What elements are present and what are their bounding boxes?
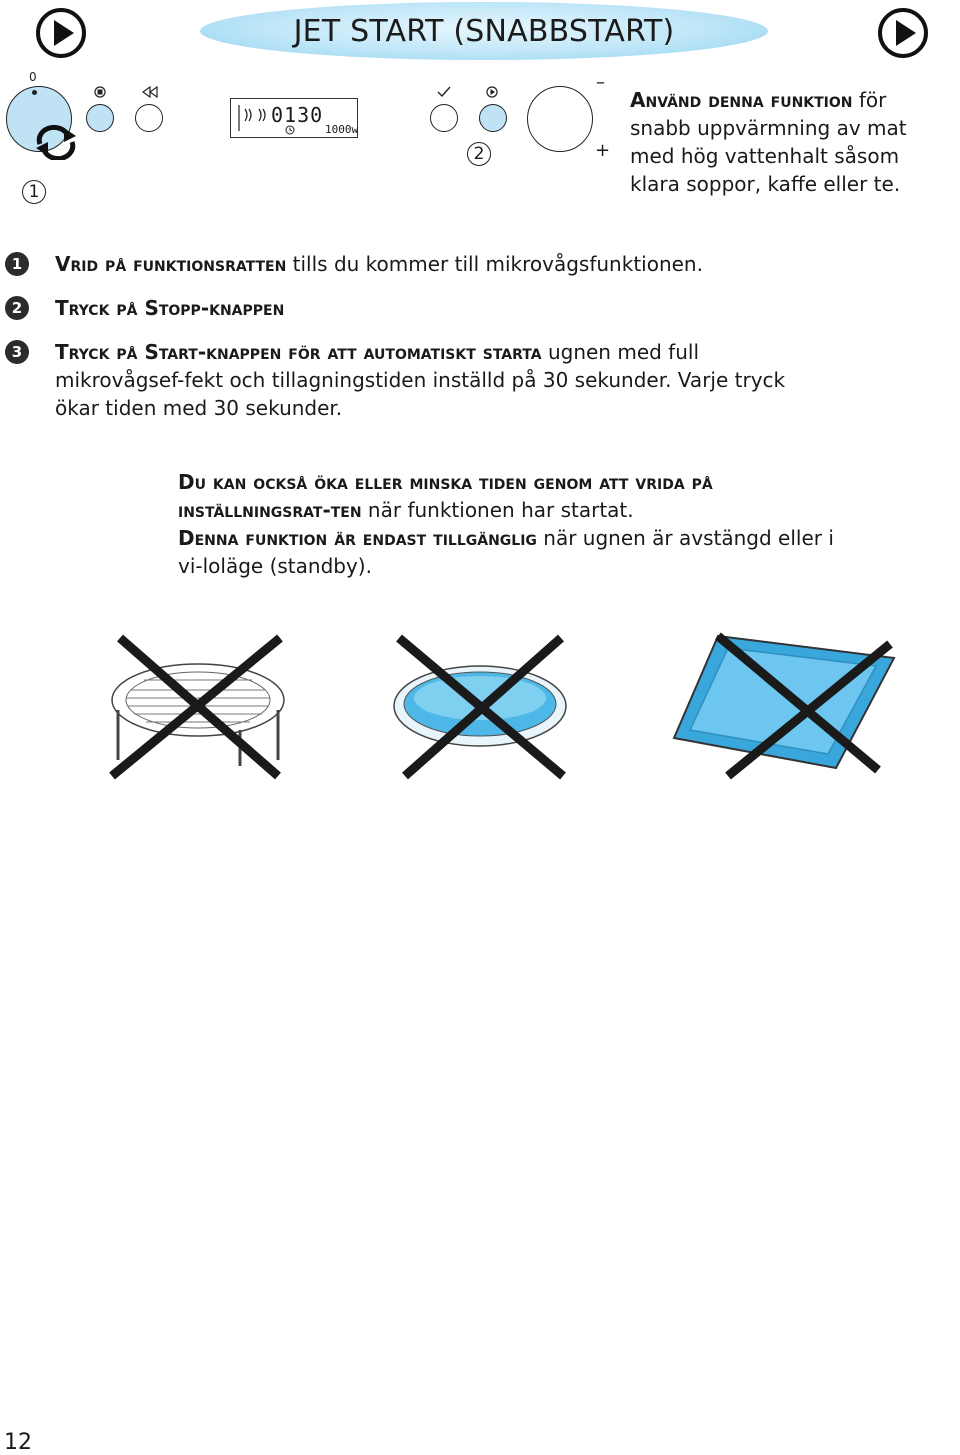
- intro-text: [630, 86, 950, 198]
- intro-lead: Använd denna funktion: [630, 88, 853, 112]
- microwave-waves-icon: [235, 103, 269, 133]
- step-2: [55, 294, 815, 322]
- step-lead: Vrid på funktionsratten: [55, 252, 287, 276]
- page-number: 12: [4, 1430, 32, 1455]
- title-text: JET START (SNABBSTART): [293, 13, 675, 49]
- note-rest: när funktionen har startat.: [361, 498, 634, 522]
- minus-label: –: [596, 72, 605, 93]
- check-icon: [437, 86, 451, 98]
- knob-marker: [32, 90, 37, 95]
- rotate-icon: [34, 124, 78, 160]
- lcd-time: 0130: [271, 103, 324, 127]
- note-2: [178, 524, 838, 580]
- knob-zero-label: 0: [29, 70, 37, 84]
- step-number: 1: [5, 252, 29, 276]
- step-number: 3: [5, 340, 29, 364]
- note-lead: Du kan också öka eller minska tiden genom att vrida på inställningsrat-ten: [178, 470, 713, 522]
- start-icon: [486, 86, 498, 98]
- play-circle-icon: [34, 6, 88, 60]
- start-button[interactable]: [479, 104, 507, 132]
- wire-rack-crossed-icon: [100, 630, 300, 780]
- intro-rest: för snabb uppvärmning av mat med hög vattenhalt såsom klara soppor, kaffe eller te.: [630, 88, 907, 196]
- step-number: 2: [5, 296, 29, 320]
- step-1: [55, 250, 815, 278]
- lcd-display: [230, 98, 358, 138]
- callout-2: 2: [467, 142, 491, 166]
- step-3: [55, 338, 815, 422]
- stop-icon: [94, 86, 106, 98]
- crisp-plate-crossed-icon: [385, 630, 575, 780]
- adjust-knob[interactable]: [527, 86, 593, 152]
- step-rest: tills du kommer till mikrovågsfunktionen.: [286, 252, 703, 276]
- note-1: [178, 468, 838, 524]
- rewind-icon: [142, 86, 158, 98]
- note-rest: när ugnen är avstängd eller i vi-loläge (standby).: [178, 526, 834, 578]
- page-title: [200, 2, 768, 60]
- back-button[interactable]: [135, 104, 163, 132]
- play-circle-icon: [876, 6, 930, 60]
- baking-tray-crossed-icon: [668, 630, 898, 780]
- clock-icon: [285, 125, 295, 135]
- step-lead: Tryck på Stopp-knappen: [55, 296, 285, 320]
- stop-button[interactable]: [86, 104, 114, 132]
- callout-1: 1: [22, 180, 46, 204]
- step-lead: Tryck på Start-knappen för att automatiskt starta: [55, 340, 542, 364]
- plus-label: +: [595, 140, 611, 161]
- step-rest: ugnen med full mikrovågsef-fekt och tillagningstiden inställd på 30 sekunder. Varje tryck ökar tiden med 30 sekunder.: [55, 340, 786, 420]
- note-lead: Denna funktion är endast tillgänglig: [178, 526, 537, 550]
- confirm-button[interactable]: [430, 104, 458, 132]
- lcd-power: 1000w: [325, 123, 359, 136]
